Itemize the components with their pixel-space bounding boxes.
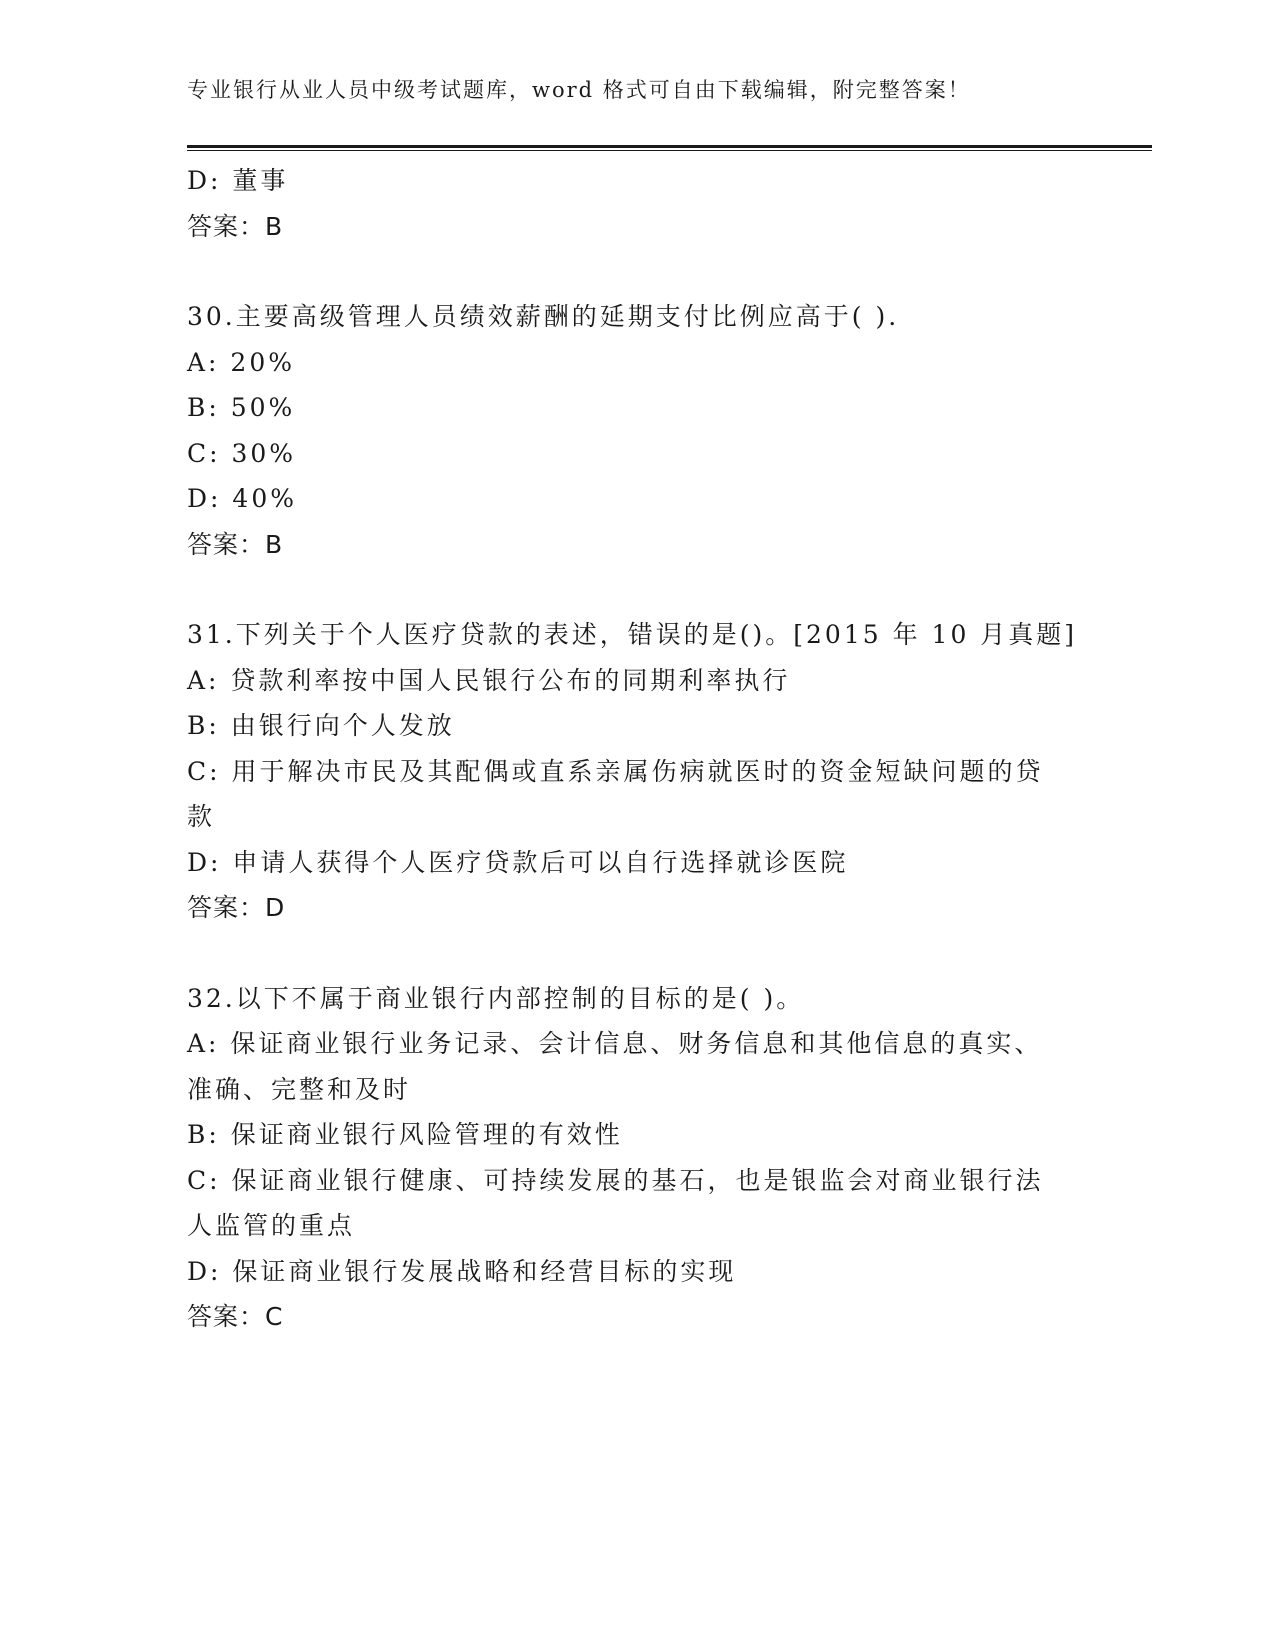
question-content [187, 158, 1078, 1340]
option-a: A: 保证商业银行业务记录、会计信息、财务信息和其他信息的真实、准确、完整和及时 [187, 1029, 1043, 1104]
answer: 答案：C [187, 1302, 284, 1331]
header-rule-thin [187, 150, 1152, 151]
option-d: D: 保证商业银行发展战略和经营目标的实现 [187, 1256, 737, 1286]
question-31 [187, 612, 1078, 931]
option-b: B: 由银行向个人发放 [187, 711, 455, 740]
question-stem: 31.下列关于个人医疗贷款的表述，错误的是()。[2015 年 10 月真题] [187, 620, 1078, 649]
answer: 答案：B [187, 529, 284, 559]
prev-answer: 答案：B [187, 211, 284, 241]
option-b: B: 保证商业银行风险管理的有效性 [187, 1120, 623, 1149]
option-c: C: 保证商业银行健康、可持续发展的基石，也是银监会对商业银行法人监管的重点 [187, 1165, 1044, 1240]
option-b: B: 50% [187, 393, 296, 422]
question-30 [187, 294, 1067, 567]
spacer [187, 931, 1067, 976]
option-d: D: 40% [187, 484, 297, 513]
question-stem: 30.主要高级管理人员绩效薪酬的延期支付比例应高于( ). [187, 302, 900, 331]
answer: 答案：D [187, 893, 286, 922]
page-header: 专业银行从业人员中级考试题库，word 格式可自由下载编辑，附完整答案！ [187, 78, 971, 102]
spacer [187, 567, 1067, 612]
option-c: C: 用于解决市民及其配偶或直系亲属伤病就医时的资金短缺问题的贷款 [187, 756, 1044, 831]
option-a: A: 20% [187, 347, 295, 377]
header-rule-thick [187, 145, 1152, 148]
question-32 [187, 976, 1067, 1340]
question-stem: 32.以下不属于商业银行内部控制的目标的是( )。 [187, 983, 805, 1013]
prev-option-d: D: 董事 [187, 166, 289, 195]
option-c: C: 30% [187, 438, 297, 468]
option-a: A: 贷款利率按中国人民银行公布的同期利率执行 [187, 665, 791, 695]
option-d: D: 申请人获得个人医疗贷款后可以自行选择就诊医院 [187, 847, 849, 877]
spacer [187, 249, 1067, 294]
